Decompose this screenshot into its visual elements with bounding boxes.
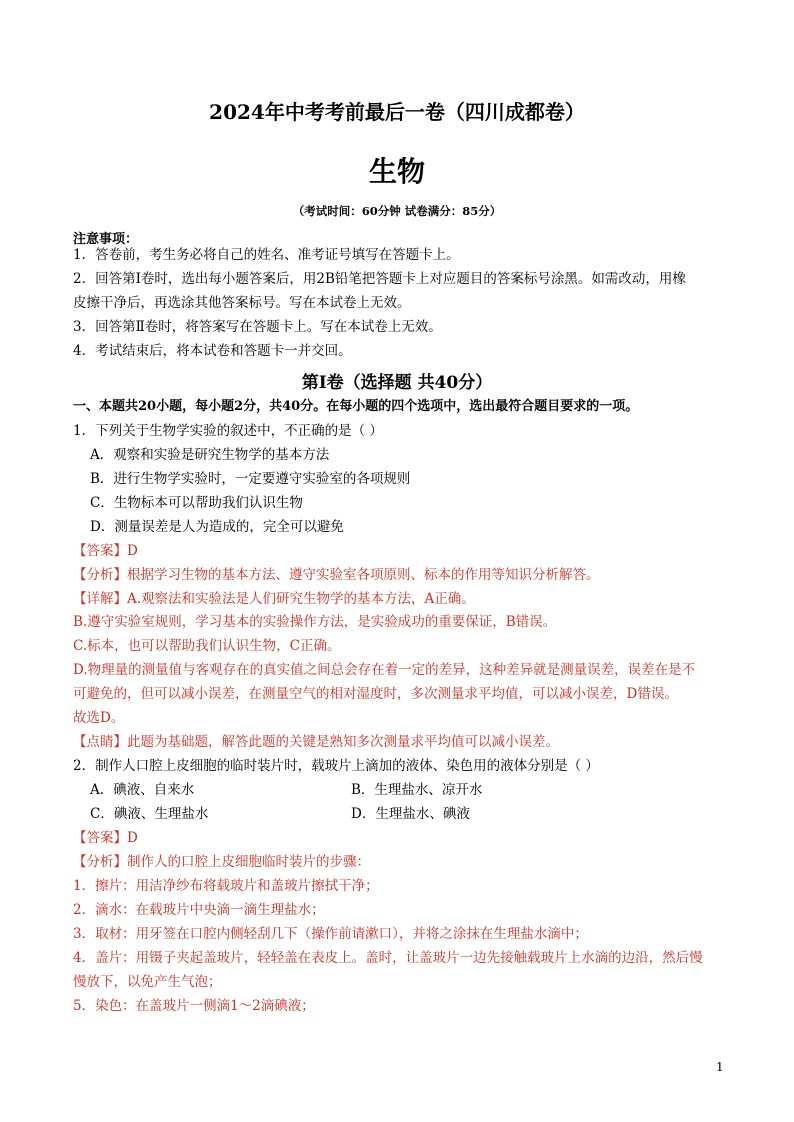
exam-info: （考试时间：60分钟 试卷满分：85分） xyxy=(292,204,502,218)
question-2-step: 3．取材：用牙签在口腔内侧轻刮几下（操作前请漱口），并将之涂抹在生理盐水滴中； xyxy=(73,926,588,942)
question-2-step: 2．滴水：在载玻片中央滴一滴生理盐水； xyxy=(73,902,325,918)
question-2-step: 1．擦片：用洁净纱布将载玻片和盖玻片擦拭干净； xyxy=(73,878,379,894)
note-item: 皮擦干净后，再选涂其他答案标号。写在本试卷上无效。 xyxy=(73,295,411,311)
question-1-detail: 【详解】A.观察法和实验法是人们研究生物学的基本方法，A正确。 xyxy=(73,591,475,607)
question-2-step: 慢放下，以免产生气泡； xyxy=(73,974,222,990)
question-1-option-c: C．生物标本可以帮助我们认识生物 xyxy=(90,495,303,511)
question-1-option-b: B．进行生物学实验时，一定要遵守实验室的各项规则 xyxy=(90,471,411,487)
question-1-tip: 【点睛】此题为基础题，解答此题的关键是熟知多次测量求平均值可以减小误差。 xyxy=(73,734,559,750)
question-1-detail: C.标本，也可以帮助我们认识生物，C正确。 xyxy=(73,638,341,654)
question-2-step: 5．染色：在盖玻片一侧滴1～2滴碘液； xyxy=(73,998,315,1014)
question-1-answer: 【答案】D xyxy=(73,543,138,559)
question-1-stem: 1．下列关于生物学实验的叙述中，不正确的是（ ） xyxy=(73,423,383,439)
question-1-analysis: 【分析】根据学习生物的基本方法、遵守实验室各项原则、标本的作用等知识分析解答。 xyxy=(73,567,600,583)
question-1-detail: 可避免的，但可以减小误差，在测量空气的相对湿度时，多次测量求平均值，可以减小误差，D错误。 xyxy=(73,686,678,702)
question-2-step: 4．盖片：用镊子夹起盖玻片，轻轻盖在表皮上。盖时，让盖玻片一边先接触载玻片上水滴的边沿，然后慢 xyxy=(73,950,703,966)
page-number: 1 xyxy=(716,1060,724,1074)
document-title: 2024年中考考前最后一卷（四川成都卷） xyxy=(209,100,585,124)
section-instruction: 一、本题共20小题，每小题2分，共40分。在每小题的四个选项中，选出最符合题目要求的一项。 xyxy=(73,399,639,414)
question-1-detail: B.遵守实验室规则，学习基本的实验操作方法，是实验成功的重要保证，B错误。 xyxy=(73,614,557,630)
section-title: 第Ⅰ卷（选择题 共40分） xyxy=(301,373,493,393)
question-1-detail: D.物理量的测量值与客观存在的真实值之间总会存在着一定的差异，这种差异就是测量误差，误差在是不 xyxy=(73,662,696,678)
note-item: 4．考试结束后，将本试卷和答题卡一并交回。 xyxy=(73,343,352,359)
notes-heading: 注意事项： xyxy=(73,232,139,247)
question-2-stem: 2．制作人口腔上皮细胞的临时装片时，载玻片上滴加的液体、染色用的液体分别是（ ） xyxy=(73,758,599,774)
question-2-analysis: 【分析】制作人的口腔上皮细胞临时装片的步骤： xyxy=(73,854,370,870)
subject-title: 生物 xyxy=(368,155,425,188)
note-item: 1．答卷前，考生务必将自己的姓名、准考证号填写在答题卡上。 xyxy=(73,247,460,263)
question-2-option-c: C．碘液、生理盐水 xyxy=(90,806,209,822)
note-item: 3．回答第Ⅱ卷时，将答案写在答题卡上。写在本试卷上无效。 xyxy=(73,319,442,335)
question-1-detail: 故选D。 xyxy=(73,710,125,726)
question-2-answer: 【答案】D xyxy=(73,830,138,846)
question-1-option-a: A．观察和实验是研究生物学的基本方法 xyxy=(90,447,330,463)
question-2-option-a: A．碘液、自来水 xyxy=(90,782,195,798)
note-item: 2．回答第Ⅰ卷时，选出每小题答案后，用2B铅笔把答题卡上对应题目的答案标号涂黑。如需改动，用橡 xyxy=(73,271,686,287)
question-2-option-b: B．生理盐水、凉开水 xyxy=(351,782,483,798)
question-1-option-d: D．测量误差是人为造成的，完全可以避免 xyxy=(90,519,344,535)
question-2-option-d: D．生理盐水、碘液 xyxy=(351,806,470,822)
